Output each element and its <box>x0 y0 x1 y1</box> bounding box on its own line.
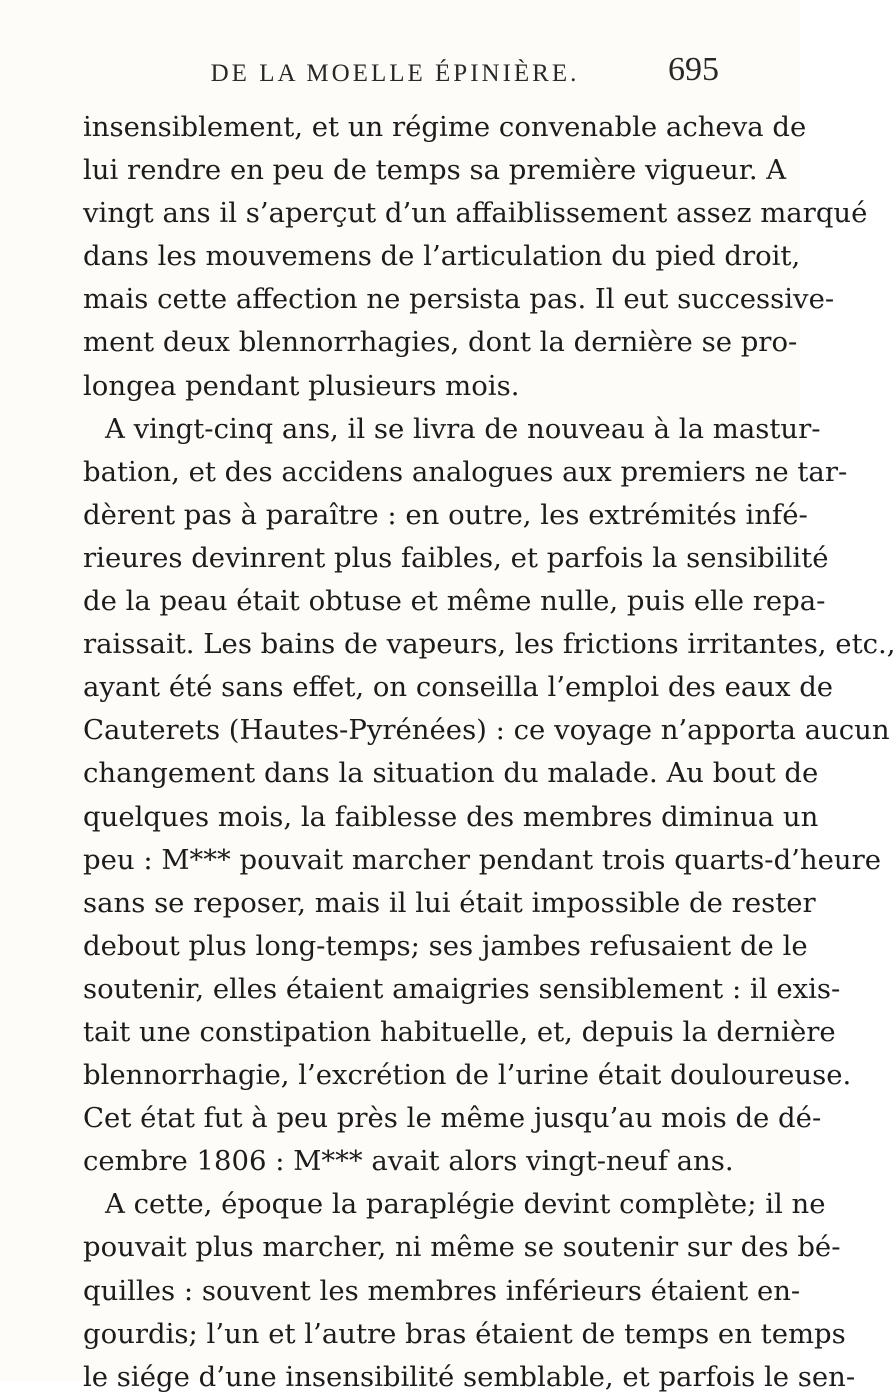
text-line: mais cette affection ne persista pas. Il eut successive- <box>83 283 835 316</box>
body-text <box>83 106 896 1399</box>
running-title: DE LA MOELLE ÉPINIÈRE. <box>210 60 580 87</box>
text-line: longea pendant plusieurs mois. <box>83 369 520 402</box>
text-line: insensiblement, et un régime convenable acheva de <box>83 111 807 143</box>
text-line: vingt ans il s’aperçut d’un affaiblissement assez marqué <box>83 197 868 230</box>
text-line: bation, et des accidens analogues aux premiers ne tar- <box>83 455 848 488</box>
text-line: changement dans la situation du malade. Au bout de <box>83 757 819 790</box>
text-line: cembre 1806 : M*** avait alors vingt-neuf ans. <box>83 1145 734 1178</box>
text-line: quilles : souvent les membres inférieurs étaient en- <box>83 1274 801 1307</box>
text-line: soutenir, elles étaient amaigries sensiblement : il exis- <box>83 972 841 1005</box>
text-line: gourdis; l’un et l’autre bras étaient de temps en temps <box>83 1317 846 1350</box>
text-line: A vingt-cinq ans, il se livra de nouveau à la mastur- <box>105 412 821 445</box>
text-line: ayant été sans effet, on conseilla l’emploi des eaux de <box>83 671 834 704</box>
text-line: blennorrhagie, l’excrétion de l’urine était douloureuse. <box>83 1059 852 1092</box>
text-line: Cauterets (Hautes-Pyrénées) : ce voyage n’apporta aucun <box>83 714 890 747</box>
text-line: tait une constipation habituelle, et, depuis la dernière <box>83 1015 836 1048</box>
text-line: peu : M*** pouvait marcher pendant trois quarts-d’heure <box>83 843 882 876</box>
text-line: lui rendre en peu de temps sa première vigueur. A <box>83 154 787 187</box>
text-line: Cet état fut à peu près le même jusqu’au mois de dé- <box>83 1102 822 1135</box>
text-line: dans les mouvemens de l’articulation du pied droit, <box>83 240 801 273</box>
text-line: dèrent pas à paraître : en outre, les extrémités infé- <box>83 498 808 531</box>
text-line: sans se reposer, mais il lui était impossible de rester <box>83 886 816 919</box>
page-number: 695 <box>668 51 719 88</box>
text-line: pouvait plus marcher, ni même se soutenir sur des bé- <box>83 1231 841 1264</box>
text-line: A cette, époque la paraplégie devint complète; il ne <box>105 1188 826 1221</box>
text-line: rieures devinrent plus faibles, et parfois la sensibilité <box>83 541 829 574</box>
text-line: de la peau était obtuse et même nulle, puis elle repa- <box>83 585 826 618</box>
text-line: debout plus long-temps; ses jambes refusaient de le <box>83 929 808 962</box>
text-line: raissait. Les bains de vapeurs, les frictions irritantes, etc., <box>83 628 896 661</box>
text-line: ment deux blennorrhagies, dont la dernière se pro- <box>83 326 798 359</box>
text-line: quelques mois, la faiblesse des membres diminua un <box>83 800 819 833</box>
text-line: le siége d’une insensibilité semblable, et parfois le sen- <box>83 1360 856 1393</box>
